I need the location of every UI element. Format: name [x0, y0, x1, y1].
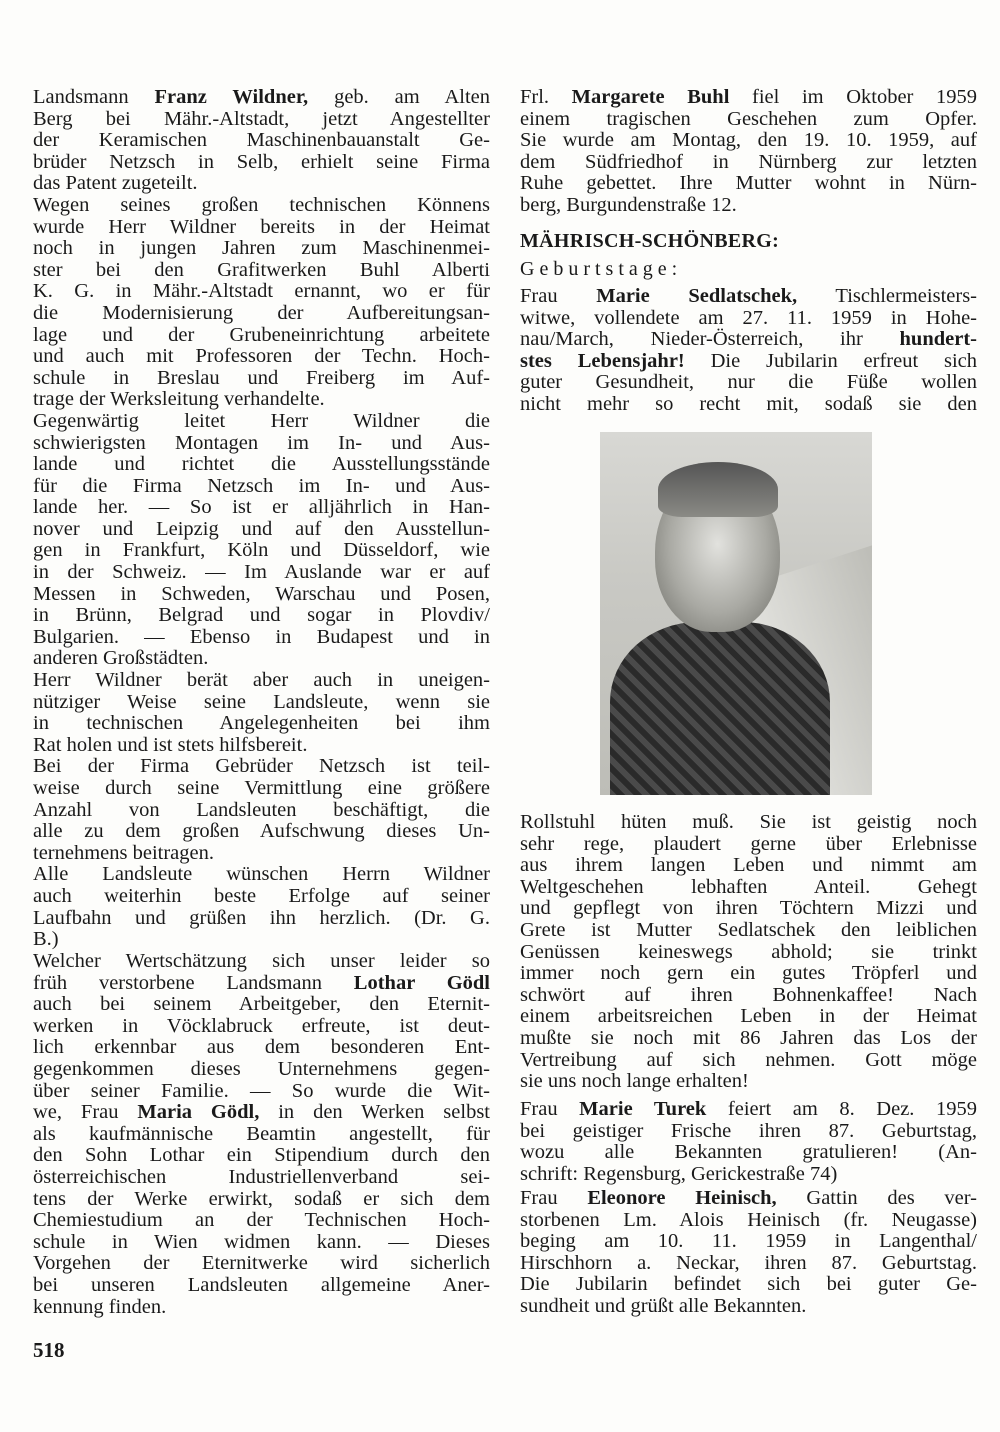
text-line	[33, 519, 490, 541]
text-run: in der Schweiz. — Im Auslande war er auf	[33, 561, 490, 584]
text-line	[520, 372, 977, 394]
article-heinisch	[520, 1188, 977, 1318]
text-line	[33, 951, 490, 973]
text-line	[33, 281, 490, 303]
text-run: Welcher Wertschätzung sich unser leider so	[33, 950, 490, 972]
text-run: Landsmann	[33, 86, 155, 108]
text-line	[33, 217, 490, 239]
paragraph	[520, 1099, 977, 1185]
text-run: Bulgarien. — Ebenso in Budapest und in	[33, 625, 490, 648]
text-run: Weltgeschehen lebhaften Anteil. Gehegt	[520, 875, 977, 898]
text-run: feiert am 8. Dez. 1959	[706, 1098, 978, 1120]
text-run: das Patent zugeteilt.	[33, 172, 198, 195]
text-run: Messen in Schweden, Warschau und Posen,	[33, 582, 490, 605]
text-run: in Brünn, Belgrad und sogar in Plovdiv/	[33, 604, 490, 627]
text-line	[520, 855, 977, 877]
bold-name: Franz Wildner,	[154, 86, 309, 108]
text-run: wurde Herr Wildner bereits in der Heimat	[33, 215, 490, 238]
text-line	[33, 152, 490, 174]
text-line	[33, 821, 490, 843]
text-run: nover und Leipzig und auf den Ausstellun-	[33, 517, 490, 540]
text-line	[33, 908, 490, 930]
text-run: der Keramischen Maschinenbauanstalt Ge-	[33, 129, 490, 152]
text-line	[33, 497, 490, 519]
bold-name: Marie Sedlatschek,	[596, 285, 798, 307]
text-run: für die Firma Netzsch im In- und Aus-	[33, 474, 490, 497]
text-run: Anzahl von Landsleuten beschäftigt, die	[33, 798, 490, 821]
text-run: Laufbahn und grüßen ihn herzlich. (Dr. G.	[33, 906, 490, 929]
text-run: witwe, vollendete am 27. 11. 1959 in Hohe-	[520, 306, 977, 329]
text-line	[33, 994, 490, 1016]
text-line	[33, 843, 490, 865]
text-line	[520, 1028, 977, 1050]
text-run: Grete ist Mutter Sedlatschek den leiblichen	[520, 918, 977, 941]
text-line	[520, 1188, 977, 1210]
text-line	[33, 929, 490, 951]
text-run: auch bei seinem Arbeitgeber, den Eternit-	[33, 993, 490, 1016]
text-line	[520, 963, 977, 985]
text-line	[33, 713, 490, 735]
text-line	[520, 1071, 977, 1093]
text-line	[33, 1253, 490, 1275]
text-line	[33, 692, 490, 714]
text-run: dem Südfriedhof in Nürnberg zur letzten	[520, 150, 977, 173]
text-run: schrift: Regensburg, Gerickestraße 74)	[520, 1162, 838, 1185]
text-run: ster bei den Grafitwerken Buhl Alberti	[33, 258, 490, 281]
text-run: in technischen Angelegenheiten bei ihm	[33, 712, 490, 735]
text-line	[520, 1274, 977, 1296]
text-run: den Sohn Lothar ein Stipendium durch den	[33, 1144, 490, 1167]
text-run: Rat holen und ist stets hilfsbereit.	[33, 733, 308, 756]
section-subheading: Geburtstage:	[520, 258, 683, 280]
text-run: lande und richtet die Ausstellungsstände	[33, 453, 490, 476]
text-run: aus ihrem langen Leben und nimmt am	[520, 854, 977, 877]
text-line	[33, 1189, 490, 1211]
section-heading: MÄHRISCH-SCHÖNBERG:	[520, 230, 780, 252]
text-line	[33, 1016, 490, 1038]
article-sedlatschek-continued	[520, 812, 977, 1093]
text-run: beging am 10. 11. 1959 in Langenthal/	[520, 1230, 977, 1253]
text-line	[520, 1121, 977, 1143]
text-run: österreichischen Industriellenverband sei-	[33, 1165, 490, 1188]
text-run: lage und der Grubeneinrichtung arbeitete	[33, 323, 490, 346]
text-line	[520, 109, 977, 131]
text-run: Bei der Firma Gebrüder Netzsch ist teil-	[33, 755, 490, 778]
bold-name: stes Lebensjahr!	[520, 349, 685, 372]
text-run: Sie wurde am Montag, den 19. 10. 1959, auf	[520, 129, 977, 152]
text-line	[33, 1167, 490, 1189]
text-line	[520, 152, 977, 174]
text-line	[33, 1145, 490, 1167]
text-run: berg, Burgundenstraße 12.	[520, 193, 737, 216]
text-line	[33, 756, 490, 778]
text-line	[33, 1102, 490, 1124]
text-run: guter Gesundheit, nur die Füße wollen	[520, 371, 977, 394]
bold-name: Maria Gödl,	[137, 1101, 260, 1124]
text-line	[520, 898, 977, 920]
text-line	[33, 670, 490, 692]
text-run: Frau	[520, 1187, 588, 1209]
text-run: Die Jubilarin befindet sich bei guter Ge-	[520, 1273, 977, 1296]
text-run: Genüssen keineswegs abhold; sie trinkt	[520, 940, 977, 963]
text-line	[520, 87, 977, 109]
text-run: Rollstuhl hüten muß. Sie ist geistig noch	[520, 811, 977, 833]
text-line	[33, 476, 490, 498]
text-line	[520, 308, 977, 330]
text-run: B.)	[33, 928, 59, 951]
text-run: alle zu dem großen Aufschwung dieses Un-	[33, 820, 490, 843]
text-run: sie uns noch lange erhalten!	[520, 1070, 749, 1093]
text-line	[33, 1081, 490, 1103]
text-run: schwierigsten Montagen im In- und Aus-	[33, 431, 490, 454]
text-run: bei unseren Landsleuten allgemeine Aner-	[33, 1273, 490, 1296]
text-run: nau/March, Nieder-Österreich, ihr	[520, 328, 900, 351]
page-number: 518	[33, 1338, 65, 1362]
text-run: noch in jungen Jahren zum Maschinenmei-	[33, 237, 490, 260]
bold-name: Eleonore Heinisch,	[587, 1187, 777, 1209]
text-run: K. G. in Mähr.-Altstadt ernannt, wo er für	[33, 280, 490, 303]
text-run: Frau	[520, 1098, 580, 1120]
text-line	[33, 238, 490, 260]
bold-name: hundert-	[899, 328, 977, 351]
text-run: über seiner Familie. — So wurde die Wit-	[33, 1079, 490, 1102]
text-line	[520, 351, 977, 373]
text-line	[520, 130, 977, 152]
text-line	[520, 985, 977, 1007]
text-line	[33, 173, 490, 195]
text-line	[33, 1059, 490, 1081]
text-line	[520, 942, 977, 964]
text-line	[33, 109, 490, 131]
text-run: Tischlermeisters-	[797, 285, 977, 307]
article-wildner	[33, 87, 490, 951]
text-line	[520, 834, 977, 856]
text-line	[33, 1232, 490, 1254]
text-run: nütziger Weise seine Landsleute, wenn sie	[33, 690, 490, 713]
text-run: Ruhe gebettet. Ihre Mutter wohnt in Nürn-	[520, 172, 977, 195]
text-run: ternehmens beitragen.	[33, 841, 215, 864]
article-goedl	[33, 951, 490, 1318]
text-line	[520, 329, 977, 351]
text-run: Vertreibung auf sich nehmen. Gott möge	[520, 1048, 977, 1071]
article-buhl	[520, 87, 977, 217]
bold-name: Lothar Gödl	[353, 971, 491, 994]
text-run: schwört auf ihren Bohnenkaffee! Nach	[520, 983, 977, 1006]
text-run: fiel im Oktober 1959	[729, 86, 977, 108]
text-run: Hirschhorn a. Neckar, ihren 87. Geburtstag.	[520, 1251, 977, 1274]
paragraph	[520, 286, 977, 416]
paragraph	[33, 864, 490, 950]
text-line	[33, 303, 490, 325]
text-line	[520, 286, 977, 308]
text-run: gen in Frankfurt, Köln und Düsseldorf, wie	[33, 539, 490, 562]
bold-name: Margarete Buhl	[571, 86, 730, 108]
text-run: schule in Breslau und Freiberg im Auf-	[33, 366, 490, 389]
text-run: storbenen Lm. Alois Heinisch (fr. Neugasse)	[520, 1208, 977, 1231]
text-line	[33, 325, 490, 347]
text-line	[520, 1099, 977, 1121]
text-run: Vorgehen der Eternitwerke wird sicherlich	[33, 1252, 490, 1275]
text-run: Berg bei Mähr.-Altstadt, jetzt Angestellter	[33, 107, 490, 130]
text-line	[33, 1297, 490, 1319]
paragraph	[520, 87, 977, 217]
bold-name: Marie Turek	[579, 1098, 707, 1120]
text-line	[520, 1296, 977, 1318]
text-run: als kaufmännische Beamtin angestellt, für	[33, 1122, 490, 1145]
text-line	[520, 195, 977, 217]
text-run: schule in Wien widmen kann. — Dieses	[33, 1230, 490, 1253]
paragraph	[33, 87, 490, 195]
text-run: Frl.	[520, 86, 572, 108]
text-run: Chemiestudium an der Technischen Hoch-	[33, 1209, 490, 1232]
text-line	[33, 800, 490, 822]
article-sedlatschek	[520, 286, 977, 416]
text-line	[520, 812, 977, 834]
text-line	[33, 735, 490, 757]
text-line	[33, 605, 490, 627]
text-run: gegenkommen dieses Unternehmens gegen-	[33, 1057, 490, 1080]
text-line	[33, 886, 490, 908]
text-run: und gepflegt von ihren Töchtern Mizzi und	[520, 897, 977, 920]
text-line	[520, 877, 977, 899]
paragraph	[33, 756, 490, 864]
text-line	[33, 540, 490, 562]
text-line	[520, 1253, 977, 1275]
paragraph	[33, 951, 490, 1318]
text-line	[33, 627, 490, 649]
text-line	[520, 1210, 977, 1232]
text-run: mußte sie noch mit 86 Jahren das Los der	[520, 1026, 977, 1049]
text-run: und auch mit Professoren der Techn. Hoch-	[33, 345, 490, 368]
text-run: sehr rege, plaudert gerne über Erlebnisse	[520, 832, 977, 855]
text-run: Herr Wildner berät aber auch in uneigen-	[33, 669, 490, 692]
text-line	[33, 1275, 490, 1297]
text-line	[33, 562, 490, 584]
text-run: nicht mehr so recht mit, sodaß sie den	[520, 392, 977, 415]
text-line	[33, 411, 490, 433]
text-run: we, Frau	[33, 1101, 138, 1124]
article-turek	[520, 1099, 977, 1185]
text-run: kennung finden.	[33, 1295, 167, 1318]
paragraph	[520, 1188, 977, 1318]
text-run: Alle Landsleute wünschen Herrn Wildner	[33, 863, 490, 886]
text-run: Wegen seines großen technischen Könnens	[33, 193, 490, 216]
text-run: bei geistiger Frische ihren 87. Geburtstag,	[520, 1119, 977, 1142]
text-run: immer noch gern ein gutes Tröpferl und	[520, 962, 977, 985]
text-line	[520, 1142, 977, 1164]
text-run: tens der Werke erwirkt, sodaß er sich dem	[33, 1187, 490, 1210]
text-run: lande her. — So ist er alljährlich in Han-	[33, 496, 490, 519]
text-line	[33, 1124, 490, 1146]
text-run: trage der Werksleitung verhandelte.	[33, 388, 325, 411]
text-line	[33, 1210, 490, 1232]
text-run: einem arbeitsreichen Leben in der Heimat	[520, 1005, 977, 1028]
text-run: auch weiterhin beste Erfolge auf seiner	[33, 884, 490, 907]
text-line	[520, 394, 977, 416]
text-run: Frau	[520, 285, 597, 307]
text-line	[33, 864, 490, 886]
text-line	[33, 389, 490, 411]
text-line	[33, 195, 490, 217]
text-line	[33, 778, 490, 800]
text-run: weise durch seine Vermittlung eine größere	[33, 777, 490, 799]
text-run: früh verstorbene Landsmann	[33, 971, 354, 994]
text-run: lich erkennbar aus dem besonderen Ent-	[33, 1036, 490, 1059]
text-line	[520, 1164, 977, 1186]
text-line	[520, 173, 977, 195]
text-run: anderen Großstädten.	[33, 647, 209, 670]
text-line	[520, 1231, 977, 1253]
text-line	[520, 1050, 977, 1072]
text-line	[33, 648, 490, 670]
text-line	[33, 346, 490, 368]
text-line	[33, 433, 490, 455]
text-run: die Modernisierung der Aufbereitungsan-	[33, 301, 490, 324]
paragraph	[33, 411, 490, 670]
text-line	[33, 973, 490, 995]
text-line	[33, 368, 490, 390]
paragraph	[33, 670, 490, 756]
text-run: Gegenwärtig leitet Herr Wildner die	[33, 409, 490, 432]
text-run: werken in Vöcklabruck erfreute, ist deut-	[33, 1014, 490, 1037]
paragraph	[33, 195, 490, 411]
text-run: Die Jubilarin erfreut sich	[684, 349, 978, 372]
text-line	[33, 260, 490, 282]
text-line	[520, 1006, 977, 1028]
text-run: brüder Netzsch in Selb, erhielt seine Firma	[33, 150, 490, 173]
text-line	[33, 584, 490, 606]
text-run: sundheit und grüßt alle Bekannten.	[520, 1294, 807, 1317]
text-line	[33, 87, 490, 109]
text-line	[520, 920, 977, 942]
portrait-photo	[600, 432, 872, 795]
text-line	[33, 1037, 490, 1059]
text-run: in den Werken selbst	[259, 1101, 490, 1124]
text-line	[33, 130, 490, 152]
text-run: wozu alle Bekannten gratulieren! (An-	[520, 1141, 977, 1164]
paragraph	[520, 812, 977, 1093]
text-line	[33, 454, 490, 476]
text-run: Gattin des ver-	[776, 1187, 977, 1209]
text-run: einem tragischen Geschehen zum Opfer.	[520, 107, 977, 130]
text-run: geb. am Alten	[308, 86, 491, 108]
